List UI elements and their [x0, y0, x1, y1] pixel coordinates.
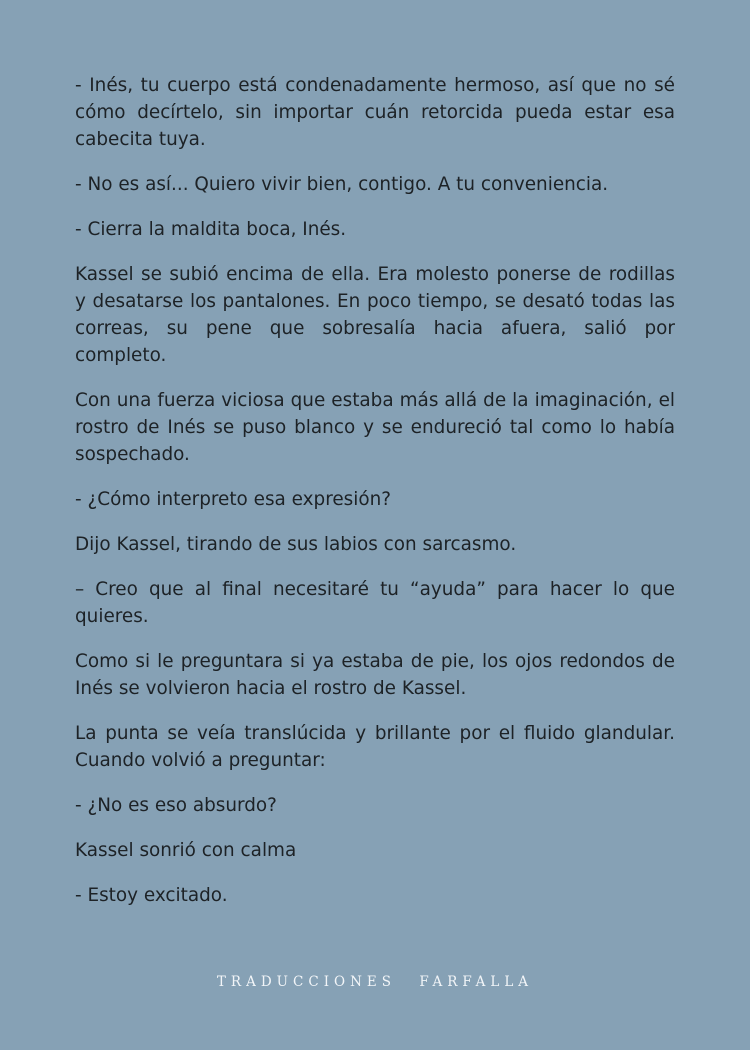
footer-credit: [0, 974, 750, 990]
body-text: [75, 72, 675, 927]
paragraph-7: Dijo Kassel, tirando de sus labios con sarcasmo.: [75, 534, 517, 555]
footer-word-1: TRADUCCIONES: [216, 974, 397, 990]
paragraph-12: Kassel sonrió con calma: [75, 840, 297, 861]
paragraph-2: - No es así... Quiero vivir bien, contigo. A tu conveniencia.: [75, 174, 609, 195]
paragraph-9: Como si le preguntara si ya estaba de pie, los ojos redondos de Inés se volvieron hacia el rostro de Kassel.: [75, 651, 675, 699]
paragraph-11: - ¿No es eso absurdo?: [75, 795, 277, 816]
footer-word-2: FARFALLA: [419, 974, 534, 990]
paragraph-5: Con una fuerza viciosa que estaba más allá de la imaginación, el rostro de Inés se puso blanco y se endureció tal como lo había sospechado.: [75, 390, 675, 465]
paragraph-8: – Creo que al final necesitaré tu “ayuda” para hacer lo que quieres.: [75, 579, 675, 627]
paragraph-4: Kassel se subió encima de ella. Era molesto ponerse de rodillas y desatarse los pantalones. En poco tiempo, se desató todas las correas, su pene que sobresalía hacia afuera, salió por completo.: [75, 264, 675, 366]
paragraph-1: - Inés, tu cuerpo está condenadamente hermoso, así que no sé cómo decírtelo, sin importar cuán retorcida pueda estar esa cabecita tuya.: [75, 75, 675, 150]
paragraph-6: - ¿Cómo interpreto esa expresión?: [75, 489, 392, 510]
paragraph-10: La punta se veía translúcida y brillante por el fluido glandular. Cuando volvió a preguntar:: [75, 723, 675, 771]
paragraph-13: - Estoy excitado.: [75, 885, 228, 906]
paragraph-3: - Cierra la maldita boca, Inés.: [75, 219, 347, 240]
